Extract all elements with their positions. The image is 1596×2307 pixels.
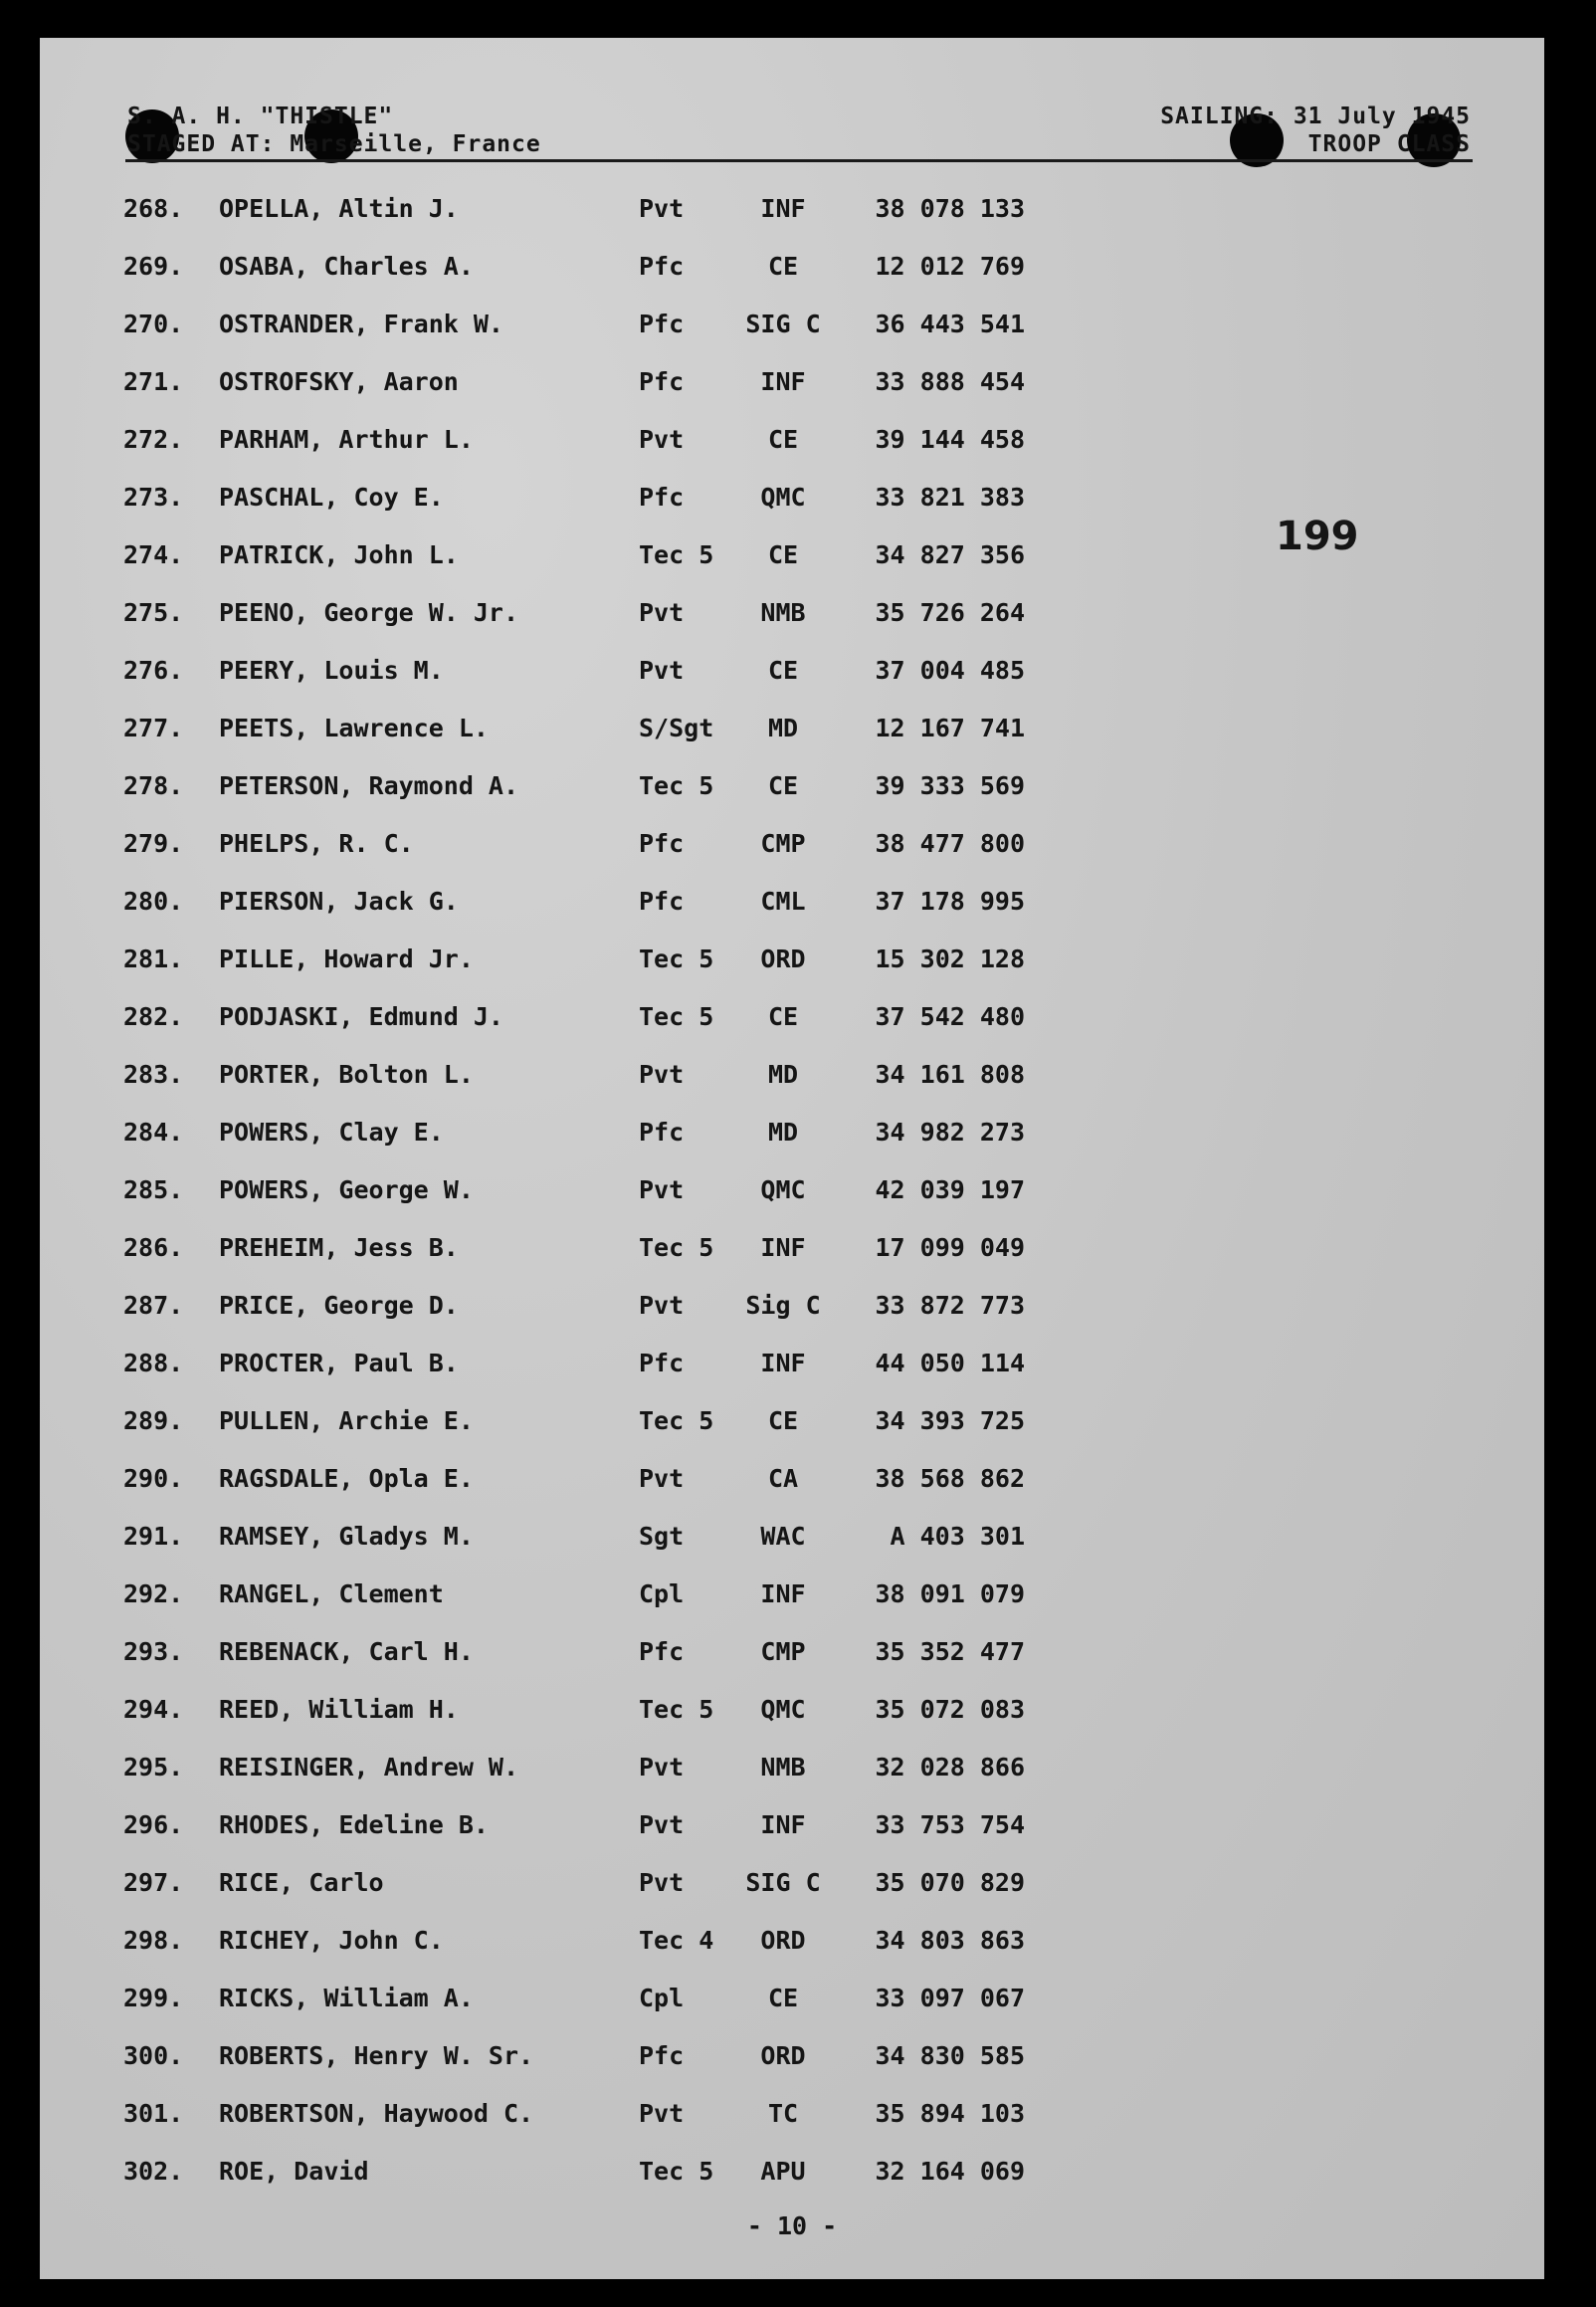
entry-number: 299. — [123, 1984, 184, 2012]
soldier-name: RAMSEY, Gladys M. — [219, 1522, 474, 1551]
entry-number: 285. — [123, 1175, 184, 1204]
entry-number: 279. — [123, 829, 184, 858]
grade: Pfc — [639, 367, 685, 396]
soldier-name: PHELPS, R. C. — [219, 829, 414, 858]
serial-number: 33 821 383 — [875, 483, 1025, 512]
soldier-name: PROCTER, Paul B. — [219, 1349, 459, 1377]
soldier-name: PEERY, Louis M. — [219, 656, 444, 685]
entry-number: 289. — [123, 1406, 184, 1435]
soldier-name: OSTRANDER, Frank W. — [219, 310, 503, 338]
entry-number: 280. — [123, 887, 184, 916]
serial-number: 33 753 754 — [875, 1810, 1025, 1839]
grade: S/Sgt — [639, 714, 714, 742]
entry-number: 297. — [123, 1868, 184, 1897]
soldier-name: ROE, David — [219, 2157, 369, 2186]
serial-number: 32 028 866 — [875, 1753, 1025, 1782]
soldier-name: PREHEIM, Jess B. — [219, 1233, 459, 1262]
entry-number: 294. — [123, 1695, 184, 1724]
serial-number: 36 443 541 — [875, 310, 1025, 338]
branch: INF — [760, 1810, 806, 1839]
roster-row — [40, 1632, 1544, 1672]
grade: Pvt — [639, 1060, 685, 1089]
soldier-name: RAGSDALE, Opla E. — [219, 1464, 474, 1493]
roster-row — [40, 651, 1544, 691]
grade: Pfc — [639, 887, 685, 916]
serial-number: 35 894 103 — [875, 2099, 1025, 2128]
roster-row — [40, 1228, 1544, 1268]
soldier-name: PILLE, Howard Jr. — [219, 944, 474, 973]
roster-row — [40, 1055, 1544, 1095]
roster-row — [40, 2094, 1544, 2134]
roster-row — [40, 824, 1544, 864]
page-number: - 10 - — [746, 2211, 838, 2240]
branch: SIG C — [745, 1868, 821, 1897]
roster-row — [40, 478, 1544, 518]
serial-number: 35 070 829 — [875, 1868, 1025, 1897]
branch: CML — [760, 887, 806, 916]
branch: INF — [760, 1579, 806, 1608]
serial-number: 39 144 458 — [875, 425, 1025, 454]
serial-number: 12 012 769 — [875, 252, 1025, 281]
branch: CA — [767, 1464, 799, 1493]
soldier-name: PEETS, Lawrence L. — [219, 714, 489, 742]
roster-row — [40, 189, 1544, 229]
entry-number: 293. — [123, 1637, 184, 1666]
header-rule — [125, 159, 1473, 162]
soldier-name: OPELLA, Altin J. — [219, 194, 459, 223]
branch: CE — [767, 1002, 799, 1031]
grade: Pvt — [639, 598, 685, 627]
roster-row — [40, 593, 1544, 633]
serial-number: 35 072 083 — [875, 1695, 1025, 1724]
grade: Pvt — [639, 1175, 685, 1204]
soldier-name: RANGEL, Clement — [219, 1579, 444, 1608]
soldier-name: PIERSON, Jack G. — [219, 887, 459, 916]
page-stamp-number: 199 — [1276, 514, 1359, 559]
soldier-name: RICKS, William A. — [219, 1984, 474, 2012]
grade: Pfc — [639, 1637, 685, 1666]
serial-number: 42 039 197 — [875, 1175, 1025, 1204]
soldier-name: OSTROFSKY, Aaron — [219, 367, 459, 396]
grade: Tec 5 — [639, 1695, 714, 1724]
soldier-name: PETERSON, Raymond A. — [219, 771, 519, 800]
grade: Pfc — [639, 483, 685, 512]
grade: Sgt — [639, 1522, 685, 1551]
roster-row — [40, 2152, 1544, 2192]
serial-number: 38 078 133 — [875, 194, 1025, 223]
serial-number: 34 393 725 — [875, 1406, 1025, 1435]
staged-at: STAGED AT: Marseille, France — [127, 131, 541, 157]
soldier-name: OSABA, Charles A. — [219, 252, 474, 281]
branch: SIG C — [745, 310, 821, 338]
roster-row — [40, 535, 1544, 575]
branch: INF — [760, 194, 806, 223]
grade: Cpl — [639, 1579, 685, 1608]
branch: TC — [767, 2099, 799, 2128]
entry-number: 270. — [123, 310, 184, 338]
entry-number: 277. — [123, 714, 184, 742]
serial-number: 37 178 995 — [875, 887, 1025, 916]
roster-row — [40, 1286, 1544, 1326]
branch: QMC — [760, 483, 806, 512]
serial-number: 34 982 273 — [875, 1118, 1025, 1147]
serial-number: 37 542 480 — [875, 1002, 1025, 1031]
entry-number: 300. — [123, 2041, 184, 2070]
entry-number: 291. — [123, 1522, 184, 1551]
entry-number: 272. — [123, 425, 184, 454]
grade: Pfc — [639, 1118, 685, 1147]
roster-row — [40, 882, 1544, 922]
serial-number: 34 803 863 — [875, 1926, 1025, 1955]
branch: ORD — [760, 1926, 806, 1955]
soldier-name: POWERS, George W. — [219, 1175, 474, 1204]
soldier-name: PRICE, George D. — [219, 1291, 459, 1320]
roster-row — [40, 940, 1544, 979]
soldier-name: PORTER, Bolton L. — [219, 1060, 474, 1089]
serial-number: 38 091 079 — [875, 1579, 1025, 1608]
roster-row — [40, 362, 1544, 402]
serial-number: 33 097 067 — [875, 1984, 1025, 2012]
soldier-name: PARHAM, Arthur L. — [219, 425, 474, 454]
entry-number: 278. — [123, 771, 184, 800]
branch: WAC — [760, 1522, 806, 1551]
branch: CMP — [760, 1637, 806, 1666]
serial-number: 34 161 808 — [875, 1060, 1025, 1089]
branch: CE — [767, 425, 799, 454]
grade: Pfc — [639, 310, 685, 338]
roster-row — [40, 1805, 1544, 1845]
branch: CE — [767, 771, 799, 800]
entry-number: 288. — [123, 1349, 184, 1377]
branch: NMB — [760, 598, 806, 627]
troop-class: TROOP CLASS — [1307, 131, 1471, 157]
entry-number: 268. — [123, 194, 184, 223]
grade: Pvt — [639, 656, 685, 685]
roster-row — [40, 1401, 1544, 1441]
soldier-name: REISINGER, Andrew W. — [219, 1753, 519, 1782]
branch: CE — [767, 656, 799, 685]
serial-number: 38 568 862 — [875, 1464, 1025, 1493]
grade: Pvt — [639, 425, 685, 454]
serial-number: 44 050 114 — [875, 1349, 1025, 1377]
serial-number: 35 352 477 — [875, 1637, 1025, 1666]
branch: MD — [767, 1060, 799, 1089]
entry-number: 276. — [123, 656, 184, 685]
entry-number: 298. — [123, 1926, 184, 1955]
branch: Sig C — [745, 1291, 821, 1320]
branch: INF — [760, 367, 806, 396]
serial-number: 34 827 356 — [875, 540, 1025, 569]
grade: Tec 5 — [639, 540, 714, 569]
soldier-name: RICE, Carlo — [219, 1868, 384, 1897]
serial-number: 33 888 454 — [875, 367, 1025, 396]
entry-number: 287. — [123, 1291, 184, 1320]
document-page — [40, 38, 1544, 2279]
roster-row — [40, 247, 1544, 287]
entry-number: 283. — [123, 1060, 184, 1089]
entry-number: 269. — [123, 252, 184, 281]
roster-row — [40, 766, 1544, 806]
grade: Pvt — [639, 1868, 685, 1897]
entry-number: 284. — [123, 1118, 184, 1147]
grade: Pvt — [639, 1753, 685, 1782]
grade: Pfc — [639, 252, 685, 281]
roster-row — [40, 1517, 1544, 1557]
roster-row — [40, 1863, 1544, 1903]
branch: MD — [767, 1118, 799, 1147]
soldier-name: PEENO, George W. Jr. — [219, 598, 519, 627]
sailing-date: SAILING: 31 July 1945 — [1160, 104, 1471, 129]
grade: Tec 5 — [639, 1233, 714, 1262]
soldier-name: PASCHAL, Coy E. — [219, 483, 444, 512]
entry-number: 301. — [123, 2099, 184, 2128]
grade: Tec 5 — [639, 2157, 714, 2186]
entry-number: 275. — [123, 598, 184, 627]
branch: NMB — [760, 1753, 806, 1782]
entry-number: 290. — [123, 1464, 184, 1493]
branch: CE — [767, 252, 799, 281]
roster-row — [40, 1921, 1544, 1961]
grade: Pvt — [639, 1291, 685, 1320]
soldier-name: PULLEN, Archie E. — [219, 1406, 474, 1435]
branch: INF — [760, 1349, 806, 1377]
serial-number: 32 164 069 — [875, 2157, 1025, 2186]
roster-row — [40, 420, 1544, 460]
grade: Pvt — [639, 2099, 685, 2128]
grade: Pfc — [639, 2041, 685, 2070]
entry-number: 296. — [123, 1810, 184, 1839]
grade: Pvt — [639, 194, 685, 223]
grade: Pvt — [639, 1810, 685, 1839]
serial-number: 34 830 585 — [875, 2041, 1025, 2070]
branch: MD — [767, 714, 799, 742]
soldier-name: POWERS, Clay E. — [219, 1118, 444, 1147]
soldier-name: RHODES, Edeline B. — [219, 1810, 489, 1839]
branch: CE — [767, 1406, 799, 1435]
roster-row — [40, 709, 1544, 748]
roster-row — [40, 1344, 1544, 1383]
roster-row — [40, 1748, 1544, 1787]
grade: Tec 4 — [639, 1926, 714, 1955]
entry-number: 273. — [123, 483, 184, 512]
roster-row — [40, 1113, 1544, 1153]
manifest-header — [127, 104, 1471, 159]
serial-number: 12 167 741 — [875, 714, 1025, 742]
entry-number: 274. — [123, 540, 184, 569]
soldier-name: REBENACK, Carl H. — [219, 1637, 474, 1666]
branch: APU — [760, 2157, 806, 2186]
grade: Tec 5 — [639, 1002, 714, 1031]
serial-number: 17 099 049 — [875, 1233, 1025, 1262]
soldier-name: PATRICK, John L. — [219, 540, 459, 569]
entry-number: 271. — [123, 367, 184, 396]
grade: Pvt — [639, 1464, 685, 1493]
soldier-name: PODJASKI, Edmund J. — [219, 1002, 503, 1031]
branch: ORD — [760, 944, 806, 973]
grade: Cpl — [639, 1984, 685, 2012]
roster-row — [40, 1574, 1544, 1614]
branch: CE — [767, 1984, 799, 2012]
serial-number: 37 004 485 — [875, 656, 1025, 685]
roster-row — [40, 1459, 1544, 1499]
roster-row — [40, 1170, 1544, 1210]
soldier-name: REED, William H. — [219, 1695, 459, 1724]
branch: QMC — [760, 1695, 806, 1724]
branch: QMC — [760, 1175, 806, 1204]
serial-number: 35 726 264 — [875, 598, 1025, 627]
serial-number: 38 477 800 — [875, 829, 1025, 858]
branch: CMP — [760, 829, 806, 858]
branch: ORD — [760, 2041, 806, 2070]
roster-row — [40, 305, 1544, 344]
roster-row — [40, 2036, 1544, 2076]
serial-number: 33 872 773 — [875, 1291, 1025, 1320]
grade: Tec 5 — [639, 1406, 714, 1435]
grade: Tec 5 — [639, 944, 714, 973]
grade: Pfc — [639, 829, 685, 858]
soldier-name: RICHEY, John C. — [219, 1926, 444, 1955]
soldier-name: ROBERTSON, Haywood C. — [219, 2099, 534, 2128]
entry-number: 295. — [123, 1753, 184, 1782]
grade: Pfc — [639, 1349, 685, 1377]
branch: INF — [760, 1233, 806, 1262]
soldier-name: ROBERTS, Henry W. Sr. — [219, 2041, 534, 2070]
roster-row — [40, 997, 1544, 1037]
entry-number: 302. — [123, 2157, 184, 2186]
entry-number: 282. — [123, 1002, 184, 1031]
serial-number: 39 333 569 — [875, 771, 1025, 800]
entry-number: 292. — [123, 1579, 184, 1608]
branch: CE — [767, 540, 799, 569]
roster-row — [40, 1690, 1544, 1730]
entry-number: 286. — [123, 1233, 184, 1262]
entry-number: 281. — [123, 944, 184, 973]
serial-number: A 403 301 — [890, 1522, 1025, 1551]
roster-row — [40, 1979, 1544, 2018]
grade: Tec 5 — [639, 771, 714, 800]
serial-number: 15 302 128 — [875, 944, 1025, 973]
ship-name: S. A. H. "THISTLE" — [127, 104, 394, 129]
